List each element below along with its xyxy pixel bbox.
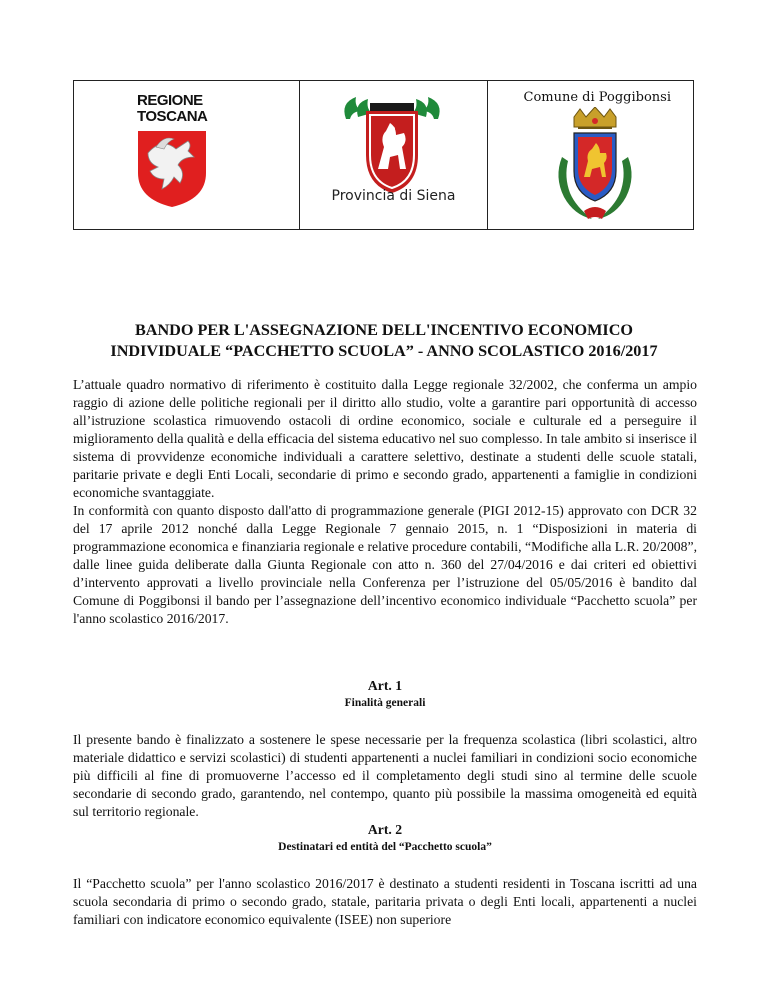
article-2-heading <box>73 821 697 855</box>
article-2-text: Il “Pacchetto scuola” per l'anno scolastico 2016/2017 è destinato a studenti residenti in Toscana iscritti ad una scuola secondaria di primo o secondo grado, statale, paritaria privata o degli Enti locali, appartenenti a nuclei familiari con indicatore economico equivalente (ISEE) non superiore <box>73 876 697 927</box>
province-lion-crest-icon <box>330 89 454 197</box>
article-1-text: Il presente bando è finalizzato a sostenere le spese necessarie per la frequenza scolastica (libri scolastici, altro materiale didattico e servizi scolastici) di studenti appartenenti a nuclei familiari in condizioni socio economiche più difficili al fine di promuoverne l’accesso ed il completamento degli studi sino al termine delle scuole secondarie di secondo grado, garantendo, nel contempo, quanto più possibile la massima omogeneità ed equità sul territorio regionale. <box>73 732 697 819</box>
province-name: Provincia di Siena <box>331 188 456 204</box>
intro-paragraph-2: In conformità con quanto disposto dall'atto di programmazione generale (PIGI 2012-15) approvato con DCR 32 del 17 aprile 2012 nonché dalla Legge Regionale 7 gennaio 2015, n. 1 “Disposizioni in materia di programmazione economica e finanziaria regionale e relative procedure contabili, “Modifiche alla L.R. 20/2008”, dalle linee guida deliberate dalla Giunta Regionale con atto n. 360 del 27/04/2016 e dai criteri ed obiettivi d’intervento approvati a livello provinciale nella Conferenza per l’istruzione del 05/05/2016 è bandito dal Comune di Poggibonsi il bando per l’assegnazione dell’incentivo economico individuale “Pacchetto scuola” per l'anno scolastico 2016/2017. <box>73 503 697 626</box>
article-2-number: Art. 2 <box>367 822 403 837</box>
logo-header-table <box>73 80 694 230</box>
title-line-2: INDIVIDUALE “PACCHETTO SCUOLA” - ANNO SCOLASTICO 2016/2017 <box>110 342 658 360</box>
article-2-title: Destinatari ed entità del “Pacchetto scuola” <box>278 841 492 853</box>
intro-paragraph-1: L’attuale quadro normativo di riferimento è costituito dalla Legge regionale 32/2002, che conferma un ampio raggio di azione delle politiche regionali per il diritto allo studio, volte a garantire pari opportunità di accesso all’istruzione scolastica rimuovendo ostacoli di ordine economico, sociale e culturale ed a perseguire il miglioramento della qualità e della efficacia del sistema educativo nel suo complesso. In tale ambito si inserisce il sistema di provvidenze economiche individuali a carattere selettivo, destinate a studenti delle scuole statali, paritarie private e degli Enti Locali, secondarie di primo e secondo grado, appartenenti a famiglie in condizioni economiche svantaggiate. <box>73 377 697 500</box>
region-logo-cell <box>74 81 300 229</box>
article-1-number: Art. 1 <box>367 678 403 693</box>
region-name-line2: TOSCANA <box>137 108 208 125</box>
comune-logo-cell <box>488 81 693 229</box>
comune-crest-icon <box>550 107 640 225</box>
comune-name: Comune di Poggibonsi <box>523 90 671 105</box>
title-line-1: BANDO PER L'ASSEGNAZIONE DELL'INCENTIVO ECONOMICO <box>135 321 633 339</box>
article-1-title: Finalità generali <box>344 697 426 709</box>
article-2-body <box>73 875 697 929</box>
article-1-body <box>73 731 697 821</box>
region-wordmark <box>137 93 227 125</box>
province-logo-cell <box>300 81 488 229</box>
pegasus-shield-icon <box>134 127 210 209</box>
document-title <box>40 320 728 362</box>
intro-section <box>73 376 697 628</box>
article-1-heading <box>73 677 697 711</box>
region-name-line1: REGIONE <box>137 92 203 109</box>
